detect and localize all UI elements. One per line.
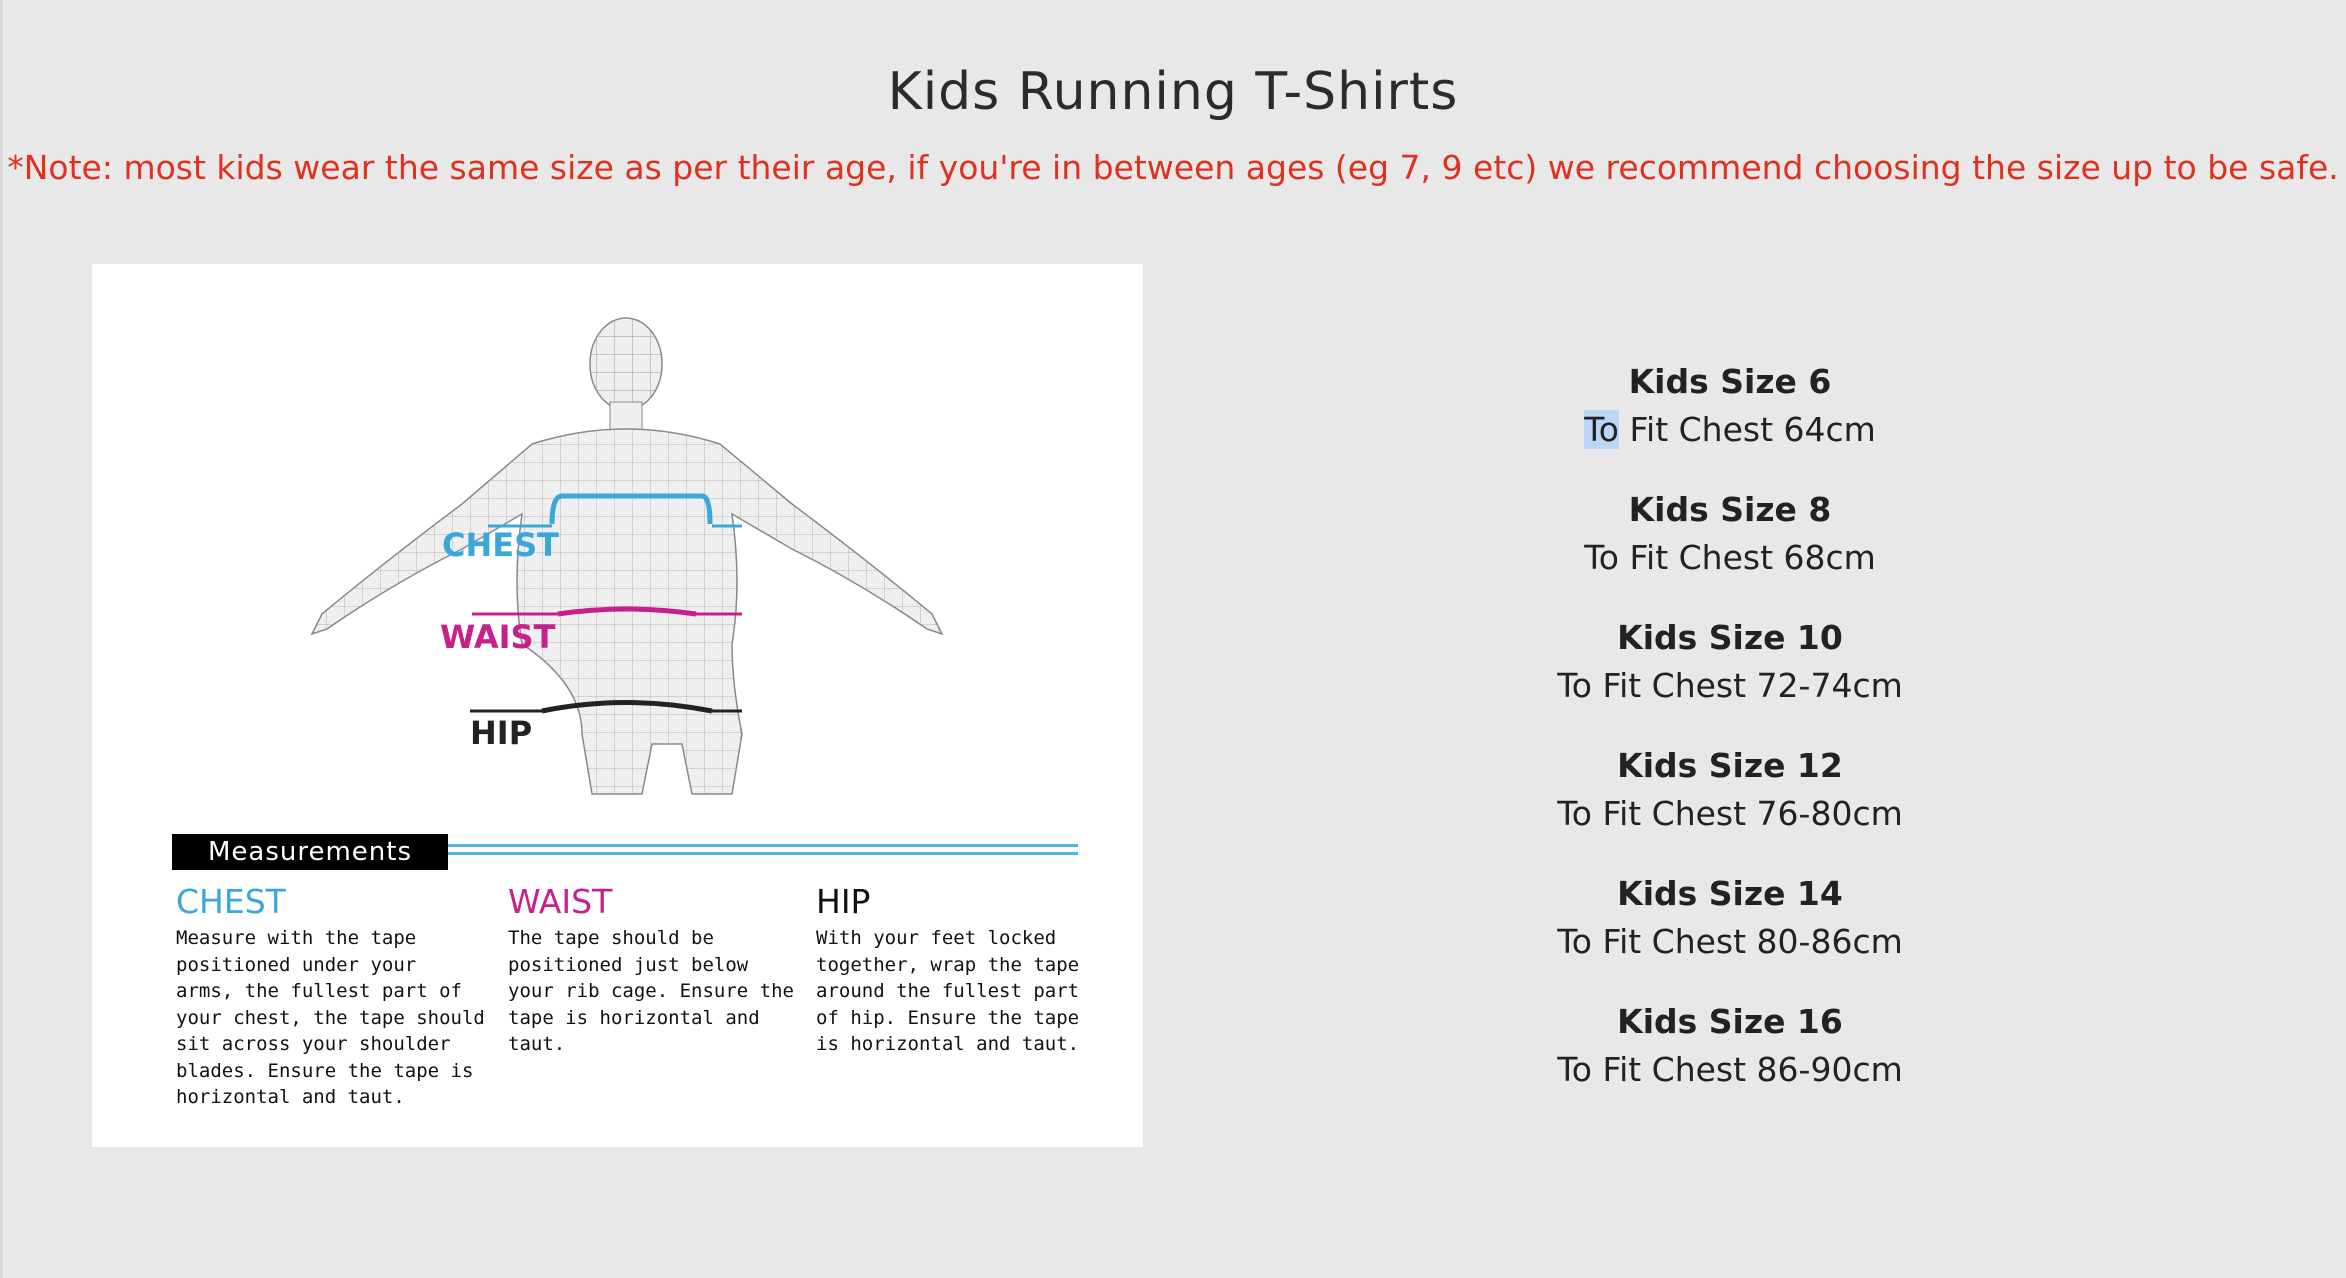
size-fit-text: Fit Chest 68cm — [1618, 538, 1876, 577]
size-fit — [1480, 918, 1980, 966]
measurement-diagram — [92, 264, 1143, 1147]
measurements-rule — [448, 844, 1078, 847]
waist-heading: WAIST — [508, 882, 613, 921]
mannequin-body — [312, 318, 942, 794]
hip-label: HIP — [470, 714, 533, 752]
size-item — [1480, 870, 1980, 998]
chest-label: CHEST — [442, 526, 559, 564]
chest-heading: CHEST — [176, 882, 286, 921]
size-note: *Note: most kids wear the same size as per their age, if you're in between ages (eg 7, 9 etc) we recommend choosing the size up to be safe. — [7, 148, 2339, 187]
size-fit-prefix: To — [1557, 1050, 1592, 1089]
size-fit — [1480, 790, 1980, 838]
hip-text: With your feet locked together, wrap the tape around the fullest part of hip. Ensure the tape is horizontal and taut. — [816, 927, 1080, 1055]
size-name: Kids Size 10 — [1617, 618, 1843, 657]
size-fit — [1480, 406, 1980, 454]
mannequin-illustration — [92, 264, 1143, 824]
size-fit — [1480, 1046, 1980, 1094]
size-fit-prefix: To — [1557, 922, 1592, 961]
measurements-rule — [448, 852, 1078, 855]
selected-text: To — [1584, 410, 1619, 449]
size-fit-text: Fit Chest 72-74cm — [1592, 666, 1903, 705]
size-fit-prefix: To — [1557, 794, 1592, 833]
waist-text: The tape should be positioned just below your rib cage. Ensure the tape is horizontal and taut. — [508, 927, 794, 1055]
size-name: Kids Size 16 — [1617, 1002, 1843, 1041]
size-name: Kids Size 12 — [1617, 746, 1843, 785]
page-border — [0, 0, 3, 1278]
size-fit-prefix: To — [1584, 538, 1619, 577]
size-item — [1480, 358, 1980, 486]
size-name: Kids Size 8 — [1628, 490, 1832, 529]
size-fit — [1480, 662, 1980, 710]
size-fit-text: Fit Chest 64cm — [1618, 410, 1876, 449]
size-item — [1480, 614, 1980, 742]
size-fit-text: Fit Chest 86-90cm — [1592, 1050, 1903, 1089]
size-item — [1480, 742, 1980, 870]
chest-text: Measure with the tape positioned under your arms, the fullest part of your chest, the tape should sit across your shoulder blades. Ensure the tape is horizontal and taut. — [176, 927, 485, 1108]
size-name: Kids Size 14 — [1617, 874, 1843, 913]
hip-instructions — [816, 882, 1106, 1058]
size-item — [1480, 998, 1980, 1126]
size-fit-text: Fit Chest 76-80cm — [1592, 794, 1903, 833]
size-name: Kids Size 6 — [1628, 362, 1832, 401]
size-fit — [1480, 534, 1980, 582]
chest-instructions — [176, 882, 486, 1111]
waist-instructions — [508, 882, 798, 1058]
hip-heading: HIP — [816, 882, 871, 921]
size-item — [1480, 486, 1980, 614]
waist-label: WAIST — [440, 618, 556, 656]
measurements-heading: Measurements — [172, 834, 448, 870]
size-fit-text: Fit Chest 80-86cm — [1592, 922, 1903, 961]
size-list — [1480, 358, 1980, 1126]
size-fit-prefix: To — [1557, 666, 1592, 705]
page-title: Kids Running T-Shirts — [887, 62, 1459, 122]
